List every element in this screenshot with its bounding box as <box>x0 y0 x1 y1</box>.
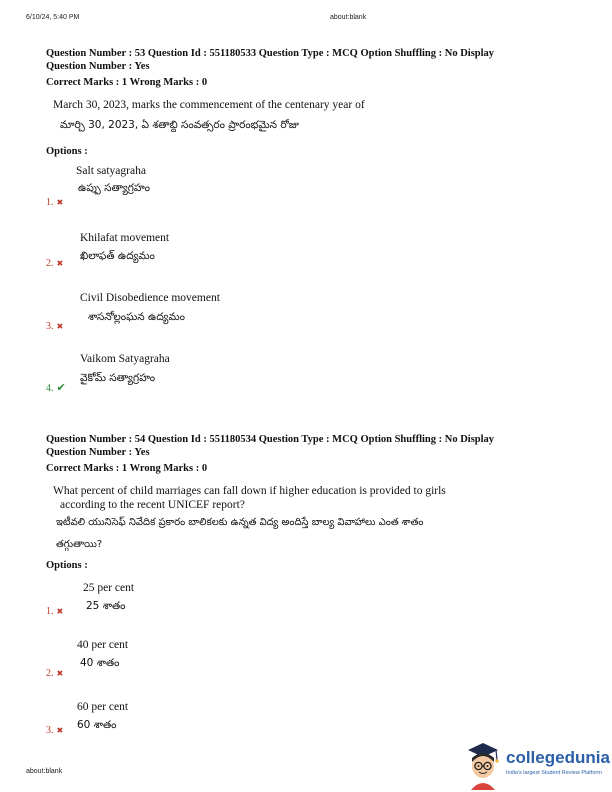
q53-option-1-marker <box>46 197 63 208</box>
option-number: 3. <box>46 725 54 736</box>
q53-option-3-marker <box>46 321 63 332</box>
cross-icon: ✖ <box>56 198 64 207</box>
question-53-text-telugu: మార్చి 30, 2023, ఏ శతాబ్ది సంవత్సరం ప్రారంభమైన రోజు <box>60 119 299 131</box>
question-54-text-english-line2: according to the recent UNICEF report? <box>60 499 245 511</box>
question-53-display: Question Number : Yes <box>46 61 150 72</box>
option-number: 3. <box>46 321 54 332</box>
q54-option-1-marker <box>46 606 63 617</box>
q54-option-3-telugu: 60 శాతం <box>77 719 117 731</box>
question-54-meta: Question Number : 54 Question Id : 551180534 Question Type : MCQ Option Shuffling : No Display <box>46 434 495 445</box>
cross-icon: ✖ <box>56 259 64 268</box>
question-53-options-label: Options : <box>46 146 88 157</box>
q53-option-4-marker <box>46 381 66 394</box>
q54-option-3-english: 60 per cent <box>77 701 129 713</box>
question-54-text-telugu-line2: తగ్గుతాయి? <box>56 539 103 550</box>
question-54-options-label: Options : <box>46 560 88 571</box>
option-number: 4. <box>46 383 54 394</box>
q54-option-3-marker <box>46 725 63 736</box>
q53-option-4-telugu: వైకోమ్ సత్యాగ్రహం <box>80 372 156 384</box>
logo-wordmark: collegedunia <box>506 748 610 767</box>
q53-option-3-telugu: శాసనోల్లంఘన ఉద్యమం <box>88 311 185 323</box>
collegedunia-logo <box>462 740 612 792</box>
question-54-text-english-line1: What percent of child marriages can fall down if higher education is provided to girls <box>53 485 446 497</box>
question-53-marks: Correct Marks : 1 Wrong Marks : 0 <box>46 77 208 88</box>
question-54-marks: Correct Marks : 1 Wrong Marks : 0 <box>46 463 208 474</box>
logo-tagline: India's largest Student Review Platform <box>506 770 602 776</box>
option-number: 1. <box>46 606 54 617</box>
cross-icon: ✖ <box>56 607 64 616</box>
q54-option-2-marker <box>46 668 63 679</box>
cross-icon: ✖ <box>56 322 64 331</box>
question-53-text-english: March 30, 2023, marks the commencement of the centenary year of <box>53 99 365 111</box>
q53-option-2-english: Khilafat movement <box>80 232 170 244</box>
question-53-meta: Question Number : 53 Question Id : 551180533 Question Type : MCQ Option Shuffling : No Display <box>46 48 495 59</box>
q53-option-2-marker <box>46 258 63 269</box>
cross-icon: ✖ <box>56 669 64 678</box>
question-54-display: Question Number : Yes <box>46 447 150 458</box>
option-number: 1. <box>46 197 54 208</box>
q53-option-1-english: Salt satyagraha <box>76 165 146 177</box>
q53-option-3-english: Civil Disobedience movement <box>80 292 220 304</box>
print-url: about:blank <box>330 14 367 21</box>
q53-option-1-telugu: ఉప్పు సత్యాగ్రహం <box>78 182 150 194</box>
q54-option-2-telugu: 40 శాతం <box>80 657 120 669</box>
footer-url: about:blank <box>26 768 63 775</box>
option-number: 2. <box>46 258 54 269</box>
q53-option-2-telugu: ఖిలాఫత్ ఉద్యమం <box>80 250 155 262</box>
cross-icon: ✖ <box>56 726 64 735</box>
check-icon: ✔ <box>56 381 66 394</box>
mascot-icon <box>462 740 504 790</box>
question-54-text-telugu-line1: ఇటీవలి యునిసెఫ్ నివేదిక ప్రకారం బాలికలకు ఉన్నత విద్య అందిస్తే బాల్య వివాహాలు ఎంత శాతం <box>56 517 424 528</box>
print-date: 6/10/24, 5:40 PM <box>26 14 80 21</box>
q54-option-1-english: 25 per cent <box>83 582 135 594</box>
q54-option-1-telugu: 25 శాతం <box>86 600 126 612</box>
q53-option-4-english: Vaikom Satyagraha <box>80 353 170 365</box>
option-number: 2. <box>46 668 54 679</box>
q54-option-2-english: 40 per cent <box>77 639 129 651</box>
